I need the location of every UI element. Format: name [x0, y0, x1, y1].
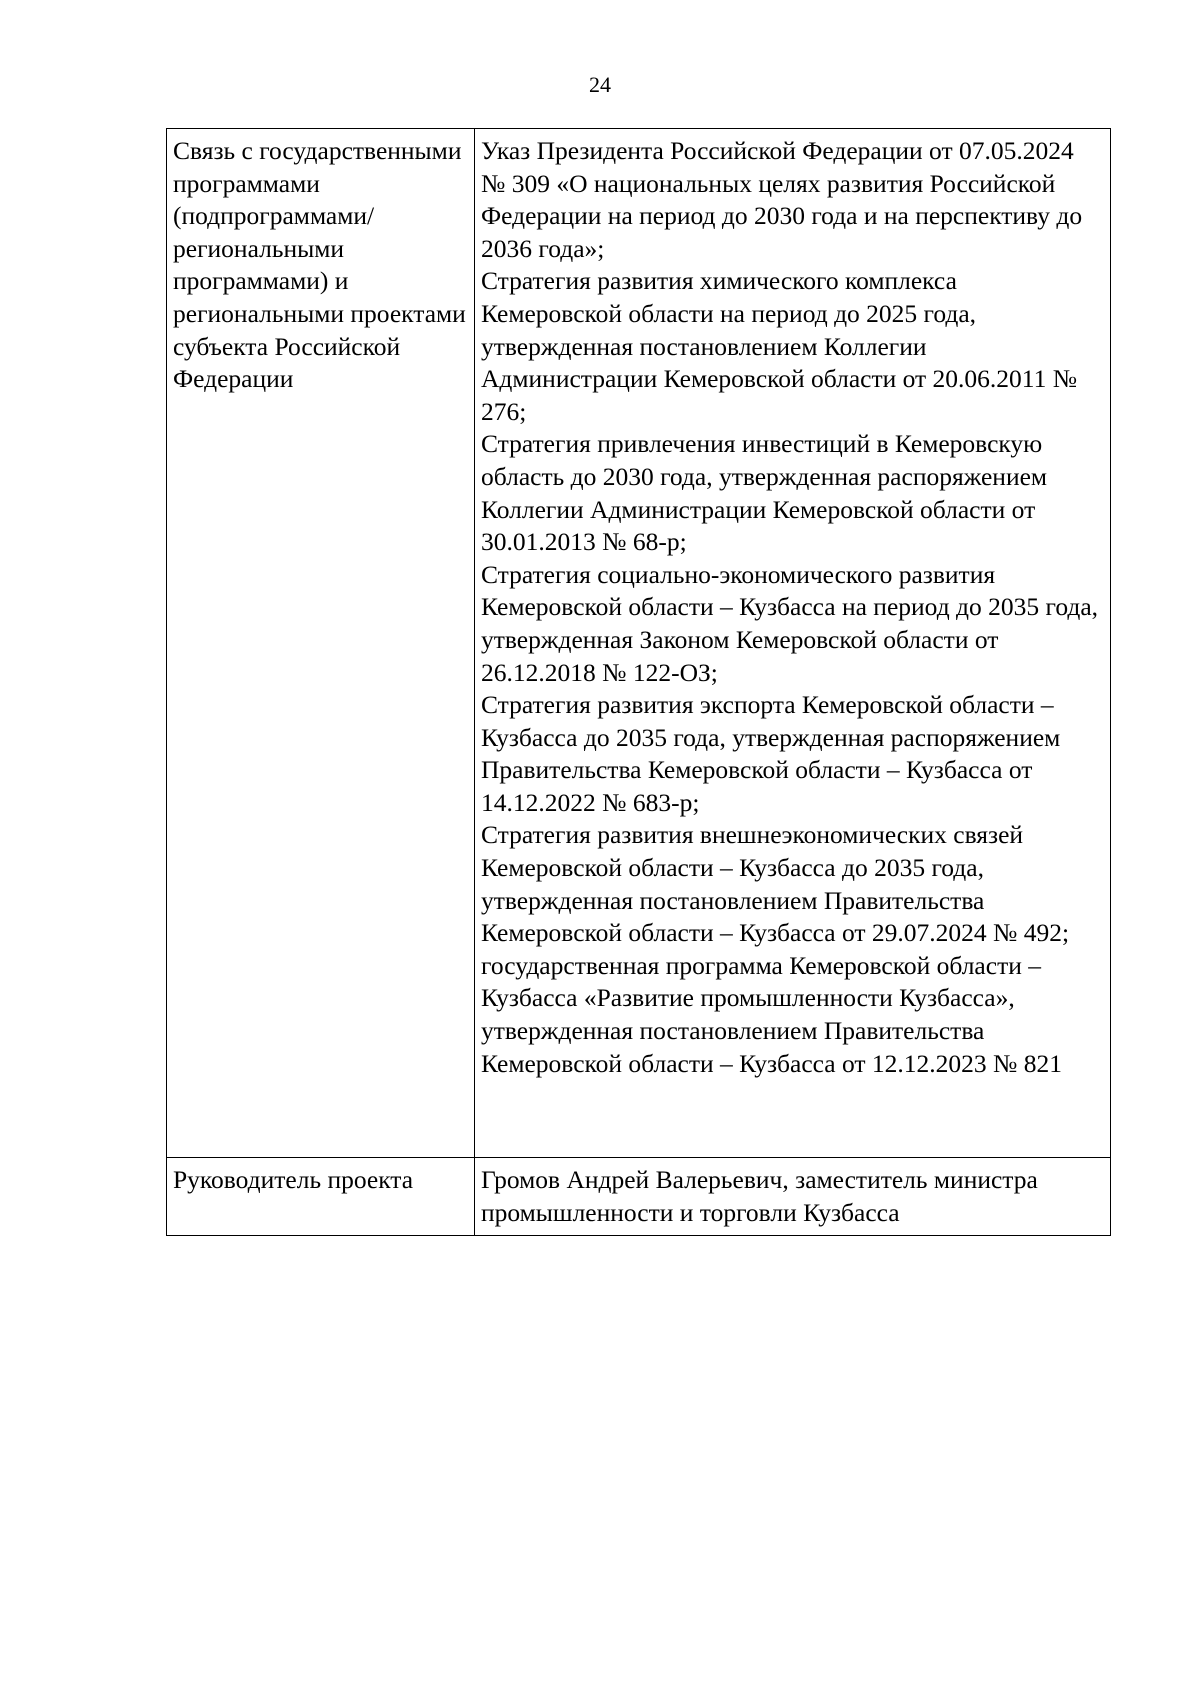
value-paragraph: государственная программа Кемеровской области – Кузбасса «Развитие промышленности Кузбасса», утвержденная постановлением Правительства Кемеровской области – Кузбасса от 12.12.2023 № 821 — [481, 950, 1062, 1078]
row-label: Руководитель проекта — [173, 1165, 414, 1194]
value-paragraph: Указ Президента Российской Федерации от 07.05.2024 № 309 «О национальных целях развития Российской Федерации на период до 2030 года и на перспективу до 2036 года»; — [481, 136, 1083, 263]
value-paragraph: Стратегия развития внешнеэкономических связей Кемеровской области – Кузбасса до 2035 года, утвержденная постановлением Правительства Кемеровской области – Кузбасса от 29.07.2024 № 492; — [481, 820, 1070, 948]
row-label-cell — [167, 1158, 475, 1236]
row-label: Связь с государственными программами (подпрограммами/ региональными программами) и региональными проектами субъекта Российской Федерации — [173, 136, 466, 394]
value-paragraph: Громов Андрей Валерьевич, заместитель министра промышленности и торговли Кузбасса — [481, 1165, 1038, 1227]
table-row — [167, 129, 1111, 1158]
row-label-cell — [167, 129, 475, 1158]
row-value-cell — [475, 129, 1111, 1158]
page-number: 24 — [589, 72, 611, 97]
value-paragraph: Стратегия социально-экономического развития Кемеровской области – Кузбасса на период до 2035 года, утвержденная Законом Кемеровской области от 26.12.2018 № 122-ОЗ; — [481, 559, 1099, 687]
passport-table — [166, 128, 1111, 1236]
value-paragraph: Стратегия развития экспорта Кемеровской области – Кузбасса до 2035 года, утвержденная распоряжением Правительства Кемеровской области – Кузбасса от 14.12.2022 № 683-р; — [481, 690, 1061, 817]
row-value-cell — [475, 1158, 1111, 1236]
table-row — [167, 1158, 1111, 1236]
value-paragraph: Стратегия привлечения инвестиций в Кемеровскую область до 2030 года, утвержденная распоряжением Коллегии Администрации Кемеровской области от 30.01.2013 № 68-р; — [481, 429, 1048, 557]
value-paragraph: Стратегия развития химического комплекса Кемеровской области на период до 2025 года, утвержденная постановлением Коллегии Администрации Кемеровской области от 20.06.2011 № 276; — [481, 266, 1078, 426]
